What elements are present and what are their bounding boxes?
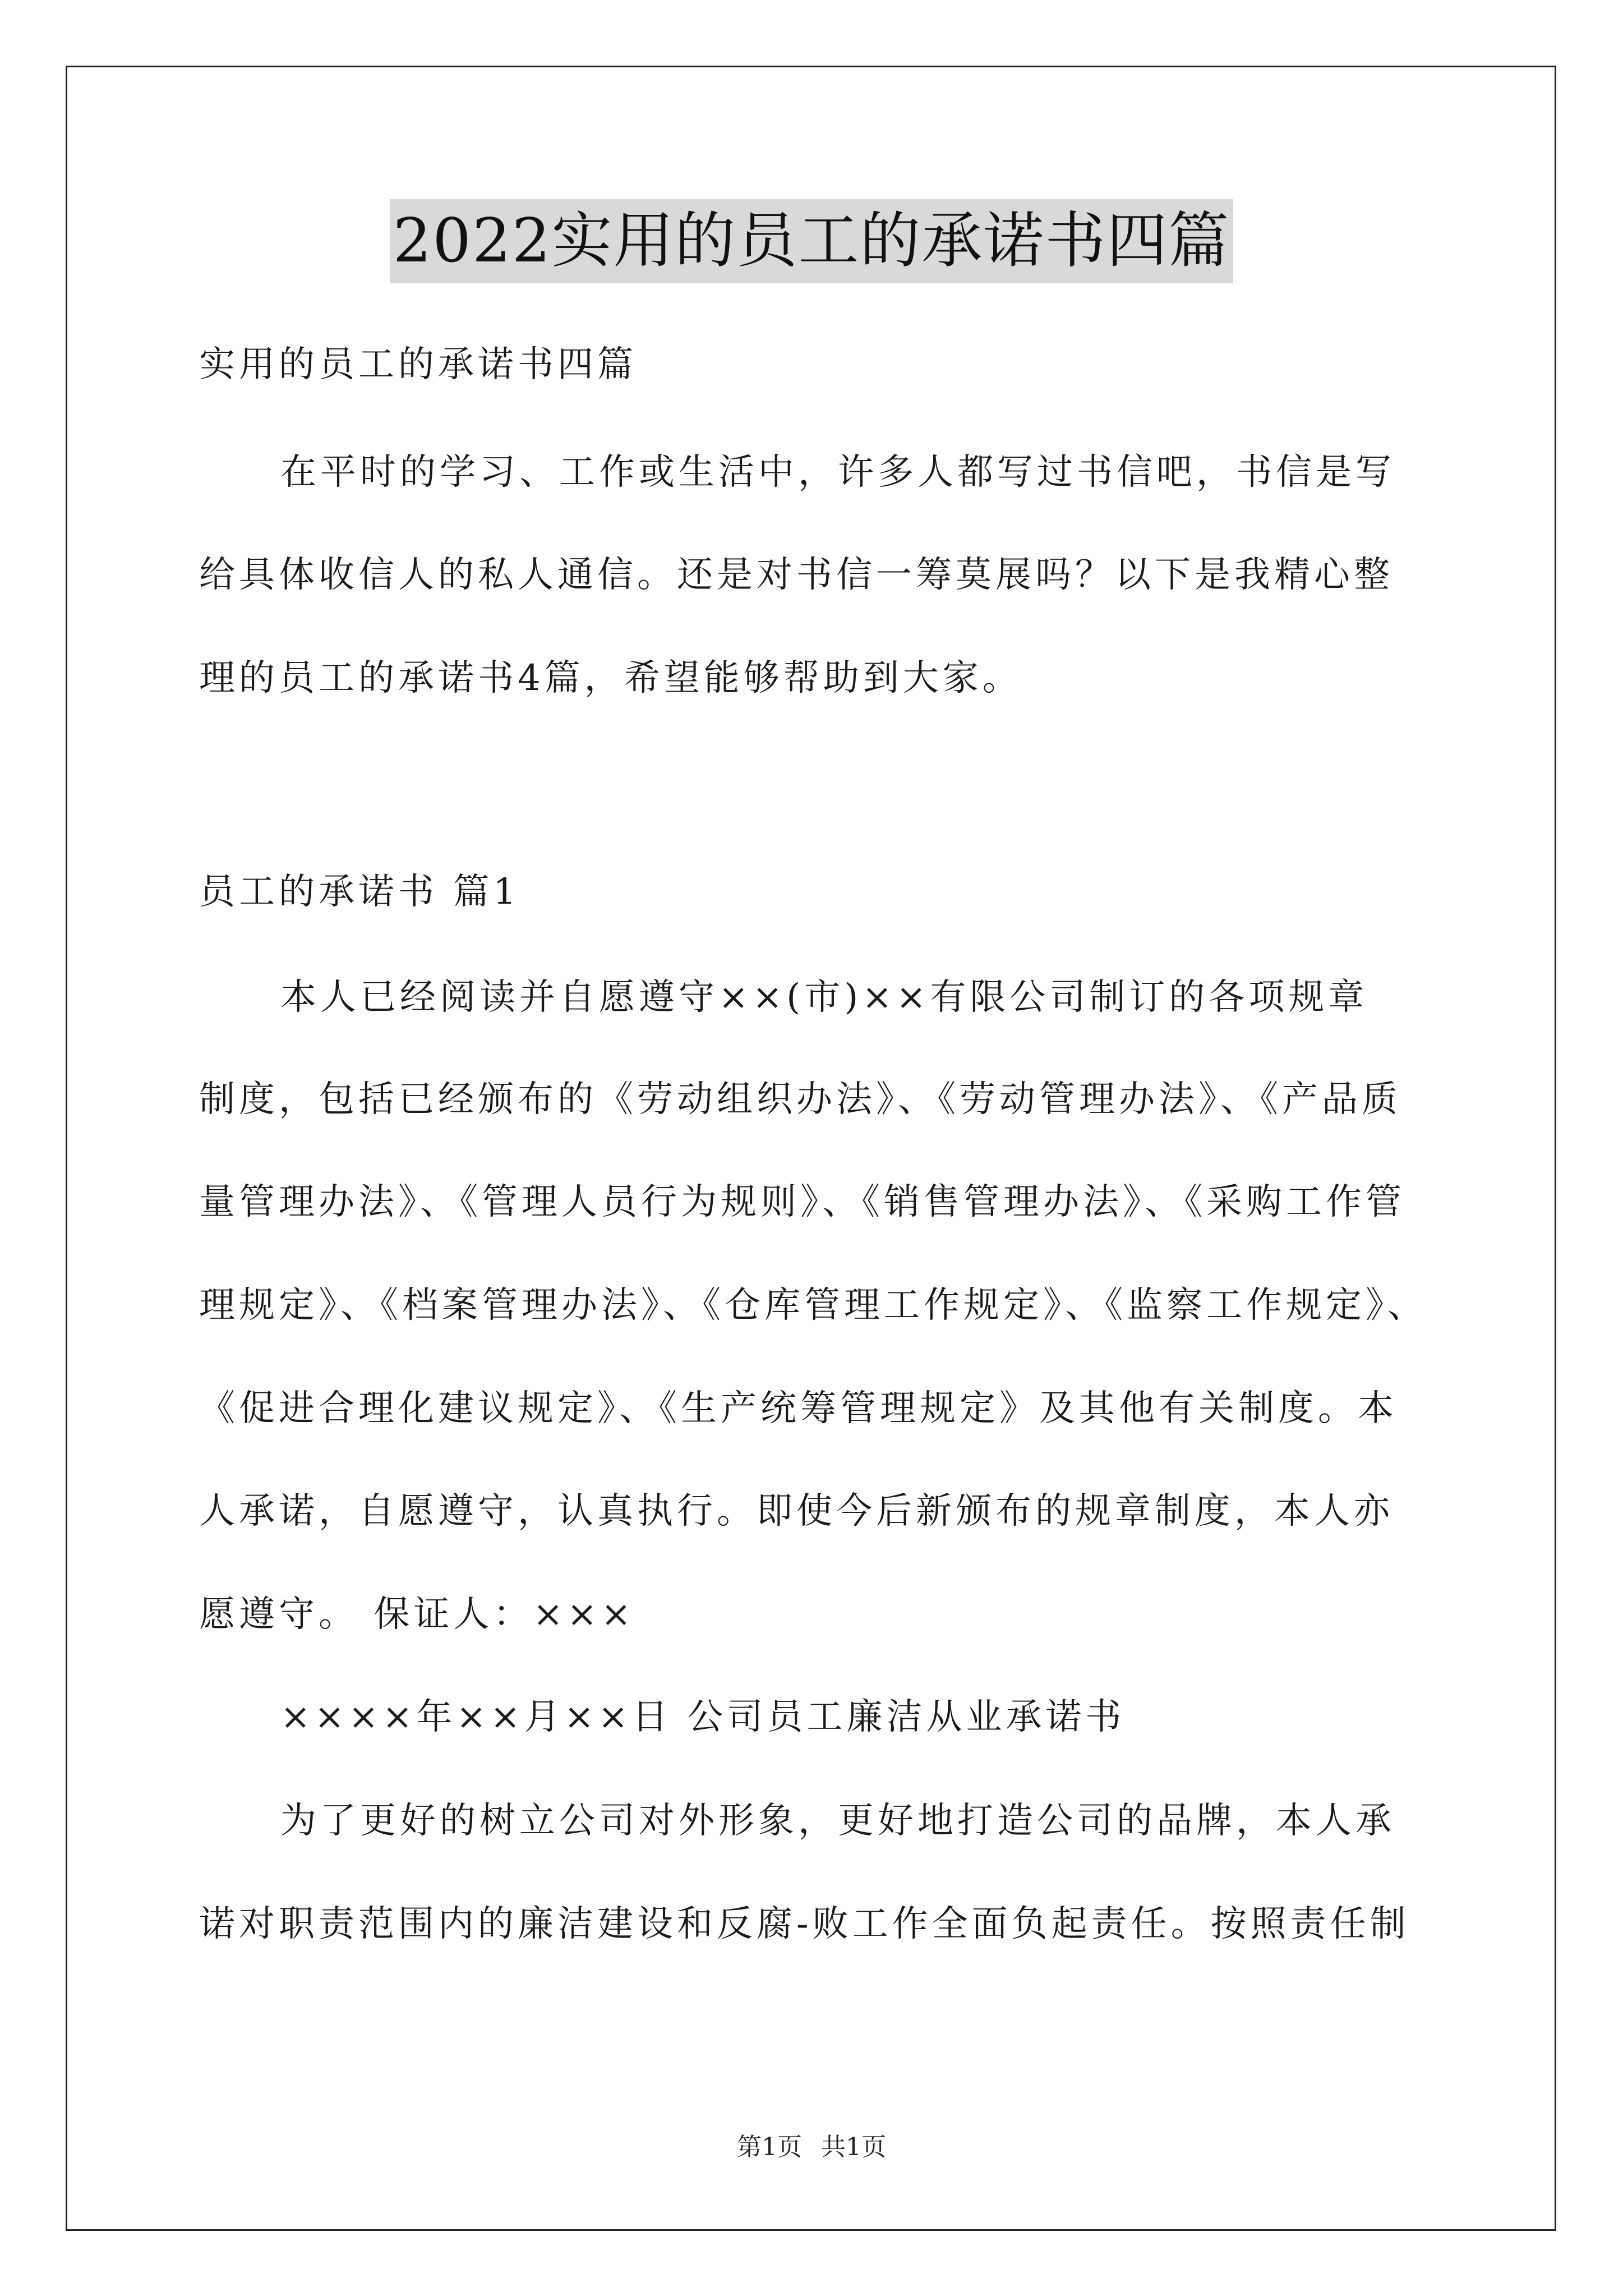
paragraph-line: 量管理办法》、《管理人员行为规则》、《销售管理办法》、《采购工作管 xyxy=(199,1181,1405,1223)
paragraph-line: 制度，包括已经颁布的《劳动组织办法》、《劳动管理办法》、《产品质 xyxy=(199,1079,1401,1120)
paragraph-line: 给具体收信人的私人通信。还是对书信一筹莫展吗？以下是我精心整 xyxy=(199,554,1394,596)
paragraph-line: 人承诺，自愿遵守，认真执行。即使今后新颁布的规章制度，本人亦 xyxy=(199,1490,1394,1532)
paragraph-line: 本人已经阅读并自愿遵守××(市)××有限公司制订的各项规章 xyxy=(280,977,1368,1018)
paragraph-line: 《促进合理化建议规定》、《生产统筹管理规定》及其他有关制度。本 xyxy=(199,1388,1398,1429)
document-title: 2022实用的员工的承诺书四篇 xyxy=(390,199,1234,283)
paragraph-line: 诺对职责范围内的廉洁建设和反腐-败工作全面负起责任。按照责任制 xyxy=(199,1903,1410,1945)
paragraph-line: 理规定》、《档案管理办法》、《仓库管理工作规定》、《监察工作规定》、 xyxy=(199,1285,1427,1326)
paragraph-line: 在平时的学习、工作或生活中，许多人都写过书信吧，书信是写 xyxy=(280,452,1395,493)
page-footer: 第1页 共1页 xyxy=(737,2133,886,2161)
section-heading: 员工的承诺书 篇1 xyxy=(199,871,520,913)
paragraph-line: 为了更好的树立公司对外形象，更好地打造公司的品牌，本人承 xyxy=(280,1800,1395,1842)
paragraph-line: ××××年××月××日 公司员工廉洁从业承诺书 xyxy=(280,1696,1126,1738)
subtitle-line: 实用的员工的承诺书四篇 xyxy=(199,344,637,385)
title-container xyxy=(0,199,1623,283)
paragraph-line: 理的员工的承诺书4篇，希望能够帮助到大家。 xyxy=(199,657,1022,699)
paragraph-line: 愿遵守。 保证人：××× xyxy=(199,1594,635,1635)
